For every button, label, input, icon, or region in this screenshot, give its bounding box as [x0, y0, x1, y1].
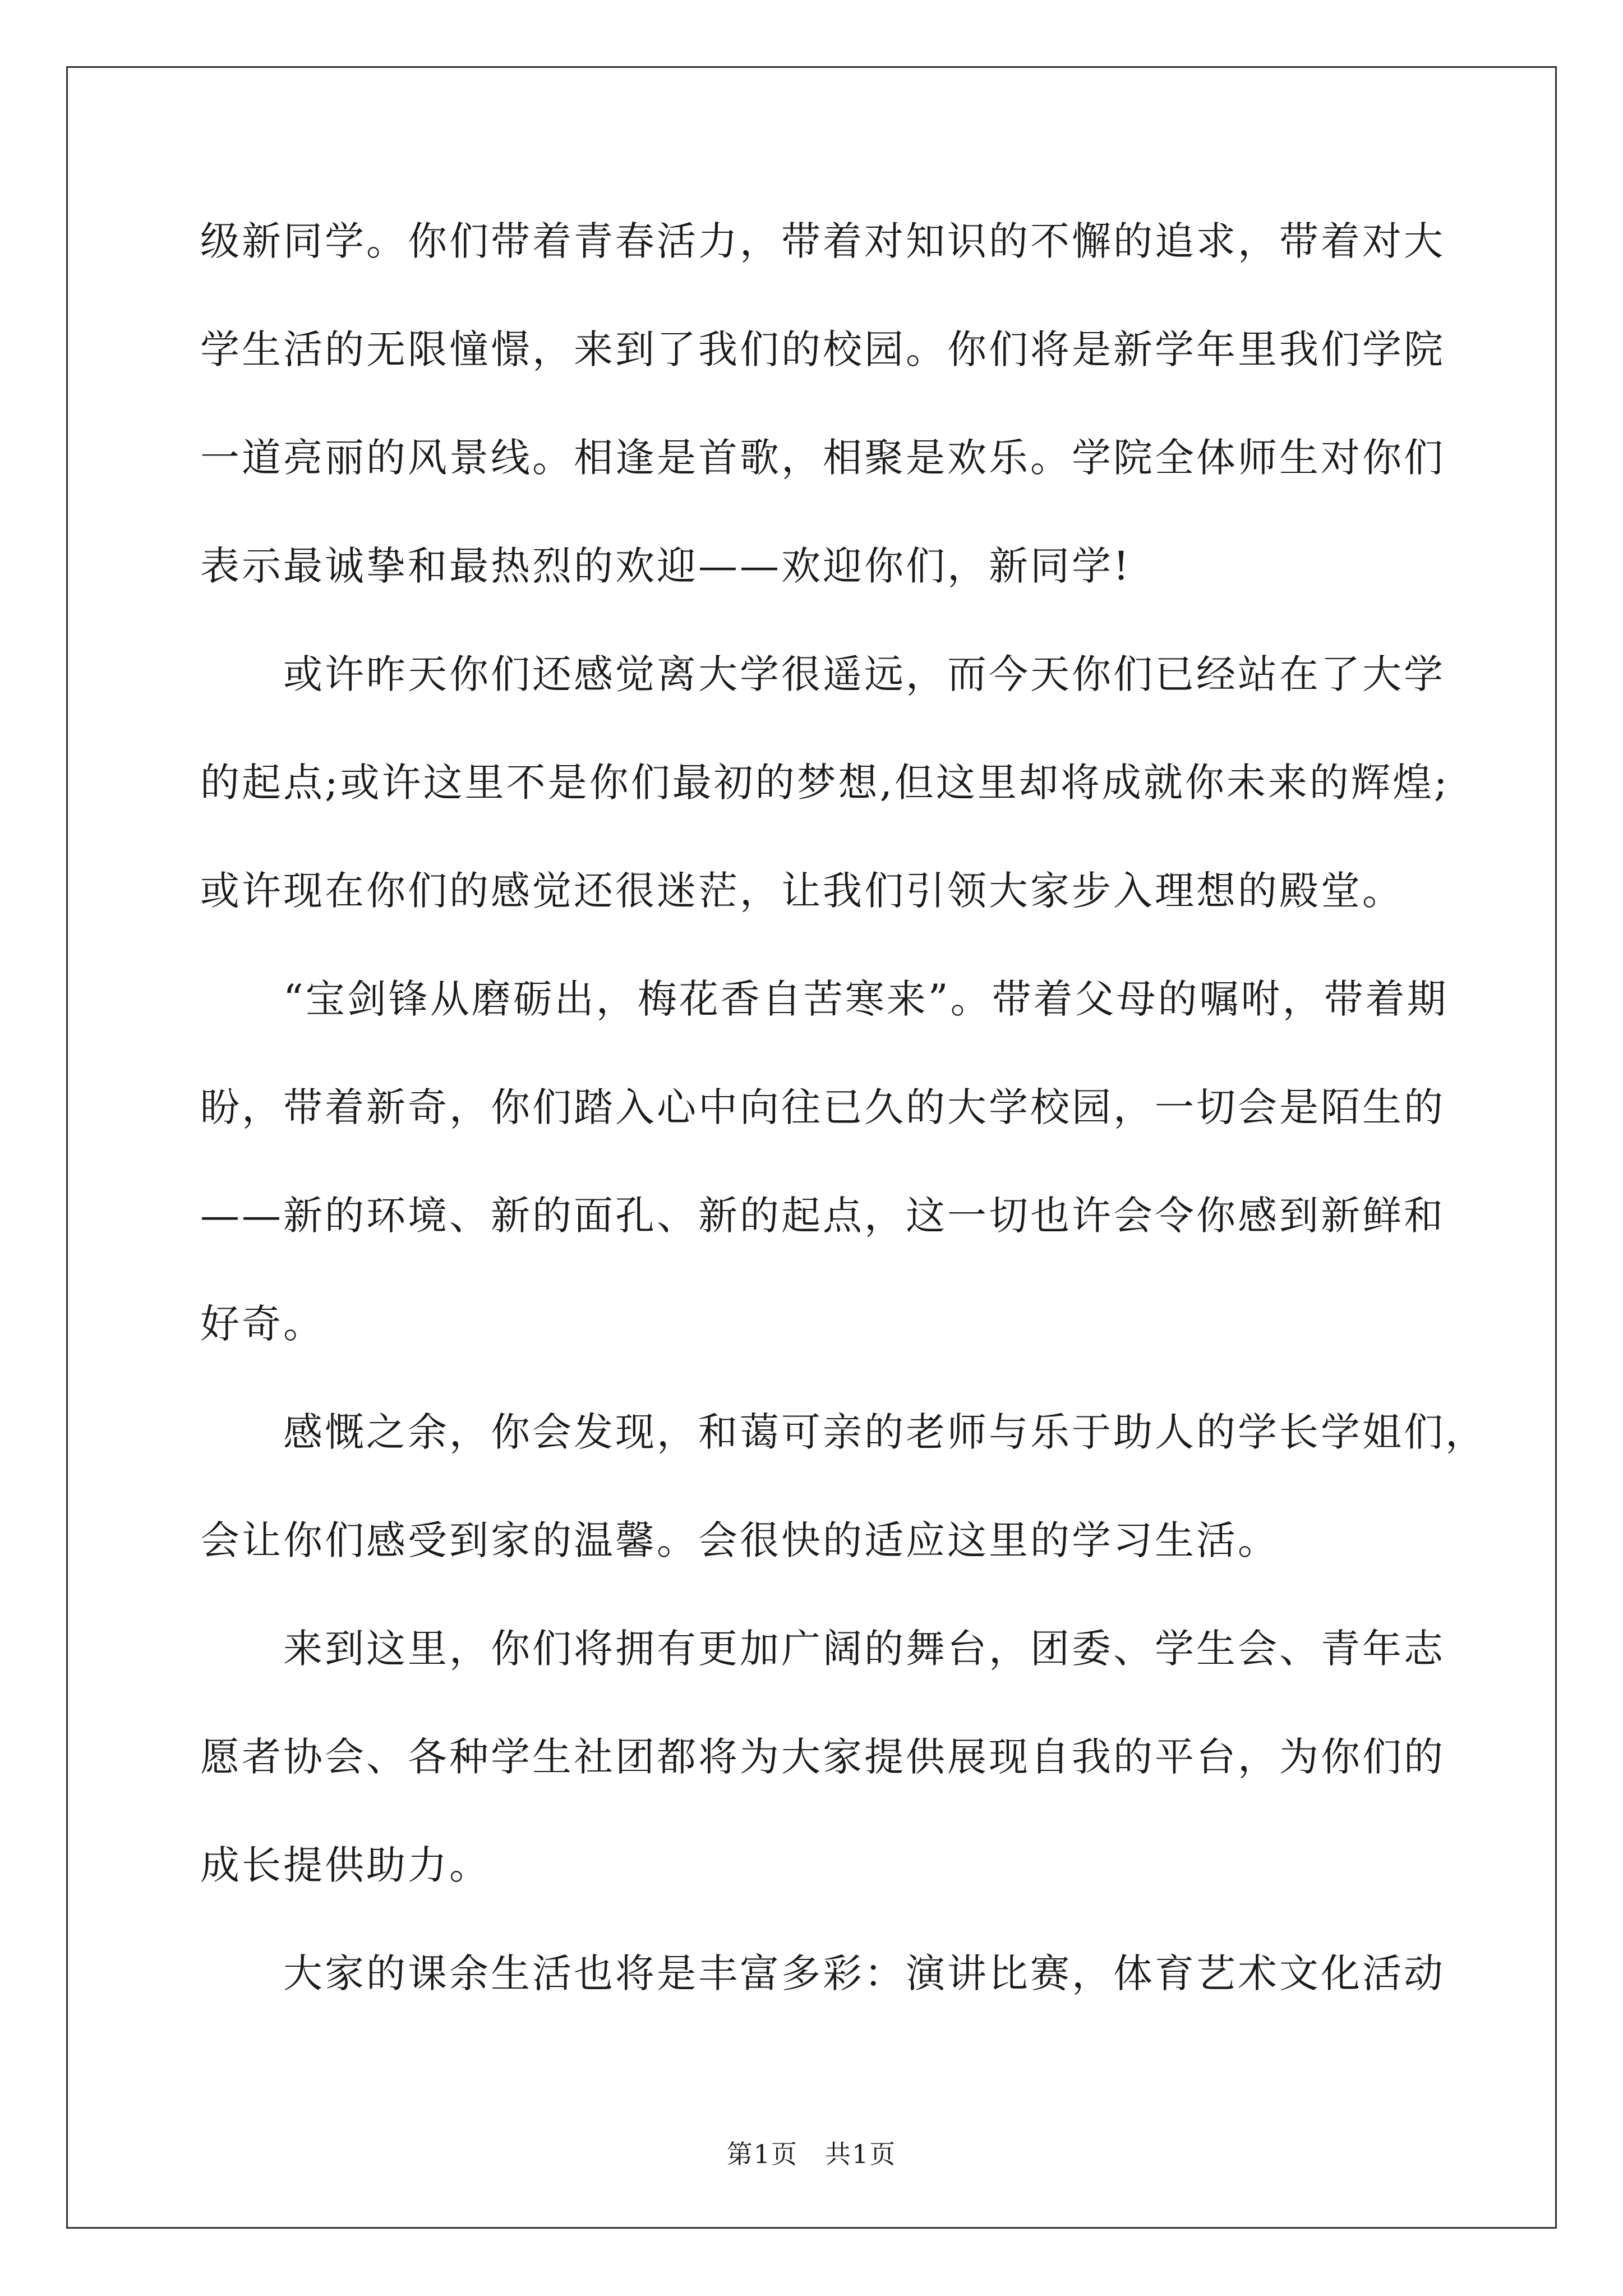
- text-line: 大家的课余生活也将是丰富多彩：演讲比赛，体育艺术文化活动: [200, 1950, 1445, 1996]
- text-line: 一道亮丽的风景线。相逢是首歌，相聚是欢乐。学院全体师生对你们: [200, 435, 1445, 481]
- text-line: ——新的环境、新的面孔、新的起点，这一切也许会令你感到新鲜和: [200, 1193, 1445, 1239]
- text-line: 来到这里，你们将拥有更加广阔的舞台，团委、学生会、青年志: [200, 1626, 1445, 1672]
- text-line: 学生活的无限憧憬，来到了我们的校园。你们将是新学年里我们学院: [200, 326, 1445, 372]
- text-line: 级新同学。你们带着青春活力，带着对知识的不懈的追求，带着对大: [200, 218, 1445, 264]
- text-line: “宝剑锋从磨砺出，梅花香自苦寒来”。带着父母的嘱咐，带着期: [200, 976, 1449, 1022]
- text-line: 成长提供助力。: [200, 1842, 491, 1888]
- text-line: 表示最诚挚和最热烈的欢迎——欢迎你们，新同学!: [200, 543, 1132, 589]
- page-footer: [0, 2137, 1623, 2171]
- text-line: 盼，带着新奇，你们踏入心中向往已久的大学校园，一切会是陌生的: [200, 1084, 1445, 1130]
- text-line: 的起点;或许这里不是你们最初的梦想,但这里却将成就你未来的辉煌;: [200, 760, 1450, 806]
- text-line: 或许现在你们的感觉还很迷茫，让我们引领大家步入理想的殿堂。: [200, 868, 1404, 914]
- text-line: 会让你们感受到家的温馨。会很快的适应这里的学习生活。: [200, 1517, 1279, 1563]
- document-body: [200, 202, 1487, 2042]
- page-count: 共1页: [825, 2139, 897, 2169]
- text-line: 愿者协会、各种学生社团都将为大家提供展现自我的平台，为你们的: [200, 1734, 1445, 1780]
- page-number: 第1页: [726, 2139, 798, 2169]
- text-line: 好奇。: [200, 1301, 325, 1347]
- text-line: 感慨之余，你会发现，和蔼可亲的老师与乐于助人的学长学姐们，: [200, 1409, 1487, 1455]
- text-line: 或许昨天你们还感觉离大学很遥远，而今天你们已经站在了大学: [200, 651, 1445, 697]
